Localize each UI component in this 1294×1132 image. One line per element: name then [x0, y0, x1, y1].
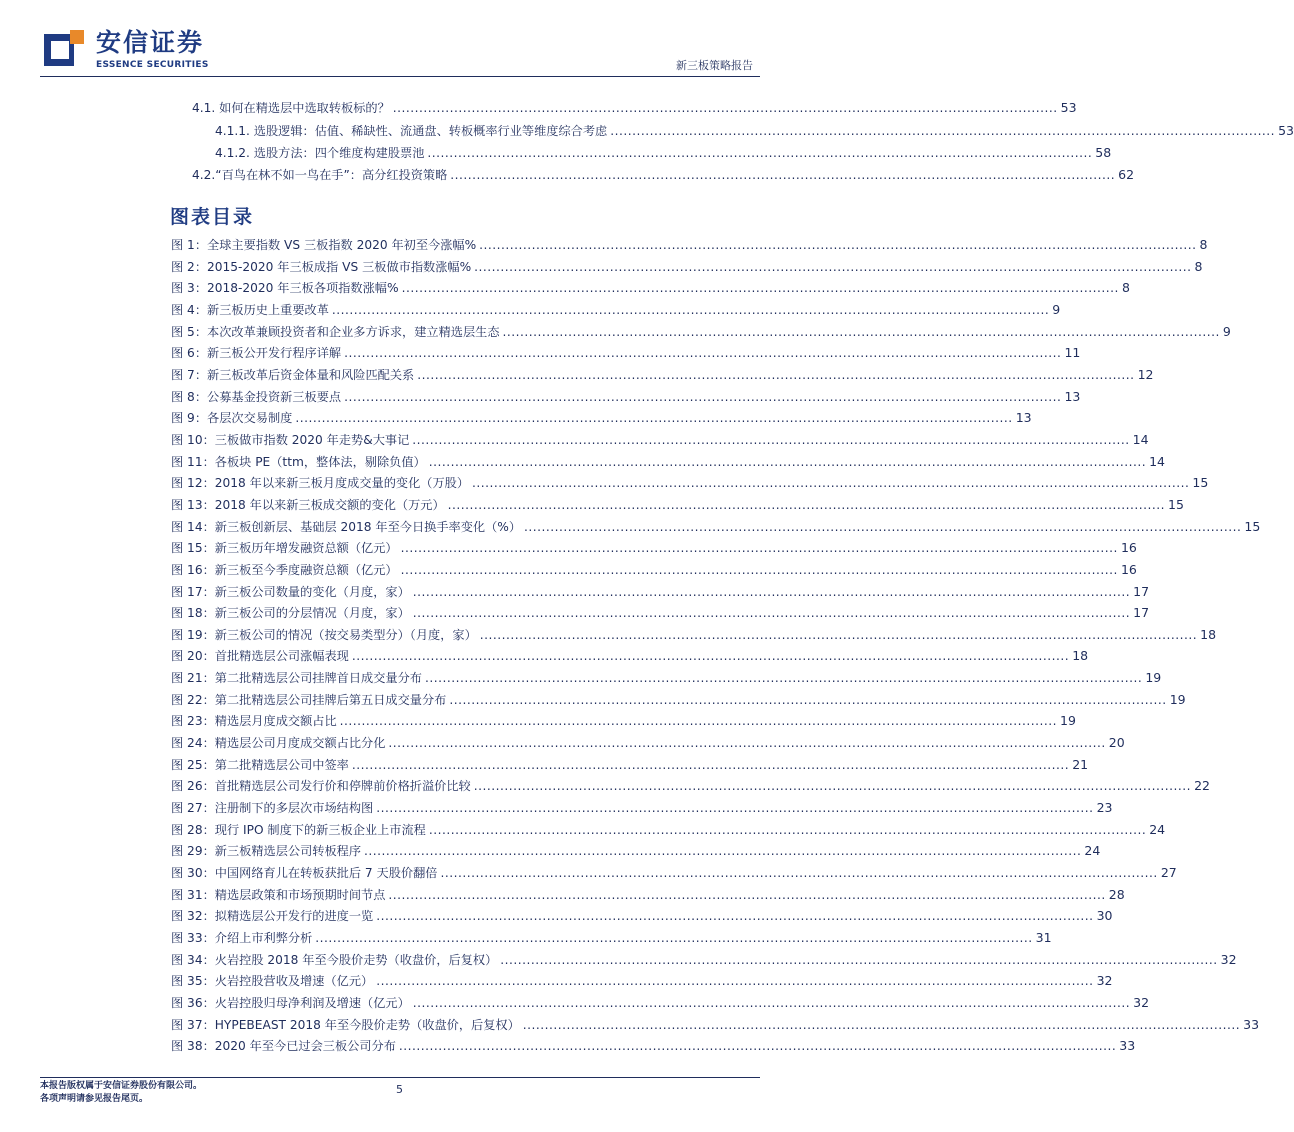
figure-leader-dots: ....................................................................................................................................................................	[412, 995, 1131, 1010]
figure-leader-dots: ....................................................................................................................................................................	[388, 736, 1106, 751]
figure-entry[interactable]	[171, 754, 1089, 776]
figure-entry[interactable]	[171, 256, 1203, 278]
figure-entry[interactable]	[171, 732, 1125, 754]
figure-leader-dots: ....................................................................................................................................................................	[401, 281, 1119, 296]
figure-entry-title: 图 18：新三板公司的分层情况（月度，家）	[171, 606, 410, 621]
figure-entry-page: 16	[1120, 540, 1137, 556]
figure-entry-page: 14	[1132, 431, 1149, 447]
figure-entry-page: 32	[1133, 994, 1150, 1010]
figure-entry-title: 图 22：第二批精选层公司挂牌后第五日成交量分布	[171, 692, 447, 707]
figure-entry-title: 图 35：火岩控股营收及增速（亿元）	[171, 974, 374, 989]
figure-entry-page: 20	[1108, 735, 1125, 751]
figure-entry-title: 图 1：全球主要指数 VS 三板指数 2020 年初至今涨幅%	[171, 238, 477, 252]
figure-entry[interactable]	[171, 559, 1137, 581]
figure-leader-dots: ....................................................................................................................................................................	[344, 346, 1062, 361]
toc-entry[interactable]	[215, 145, 1112, 161]
footer-divider	[40, 1077, 760, 1078]
figure-leader-dots: ....................................................................................................................................................................	[376, 801, 1094, 816]
figure-leader-dots: ....................................................................................................................................................................	[479, 238, 1197, 252]
figure-entry-title: 图 19：新三板公司的情况（按交易类型分）（月度，家）	[171, 627, 477, 642]
figure-entry-page: 32	[1220, 951, 1237, 967]
figure-entry[interactable]	[171, 429, 1149, 451]
figure-entry-title: 图 38：2020 年至今已过会三板公司分布	[171, 1039, 396, 1054]
brand-name-en: ESSENCE SECURITIES	[96, 60, 209, 70]
figure-entry[interactable]	[171, 299, 1061, 321]
figure-entry[interactable]	[171, 624, 1217, 646]
figure-leader-dots: ....................................................................................................................................................................	[440, 866, 1158, 881]
figure-leader-dots: ....................................................................................................................................................................	[364, 844, 1082, 859]
toc-entry-title: 4.1.2. 选股方法：四个维度构建股票池	[215, 146, 425, 160]
figure-leader-dots: ....................................................................................................................................................................	[331, 302, 1050, 317]
figure-entry[interactable]	[171, 364, 1154, 386]
figure-entry-page: 19	[1145, 670, 1162, 686]
figure-leader-dots: ....................................................................................................................................................................	[412, 432, 1130, 447]
figure-entry[interactable]	[171, 927, 1052, 949]
toc-entry-title: 4.1.1. 选股逻辑：估值、稀缺性、流通盘、转板概率行业等维度综合考虑	[215, 124, 608, 138]
figure-entry-page: 30	[1096, 908, 1113, 924]
figure-leader-dots: ....................................................................................................................................................................	[412, 606, 1131, 621]
figure-entry-page: 18	[1072, 648, 1089, 664]
figure-entry[interactable]	[171, 321, 1231, 343]
figure-entry[interactable]	[171, 949, 1237, 971]
figure-entry-title: 图 2：2015-2020 年三板成指 VS 三板做市指数涨幅%	[171, 259, 472, 274]
figure-entry[interactable]	[171, 1035, 1136, 1057]
page-number: 5	[396, 1083, 403, 1096]
figure-leader-dots: ....................................................................................................................................................................	[398, 1039, 1117, 1054]
figure-leader-dots: ....................................................................................................................................................................	[474, 259, 1192, 274]
figure-entry-title: 图 7：新三板改革后资金体量和风险匹配关系	[171, 367, 415, 382]
figure-entry[interactable]	[171, 775, 1210, 797]
figure-entry-title: 图 36：火岩控股归母净利润及增速（亿元）	[171, 995, 410, 1010]
figure-leader-dots: ....................................................................................................................................................................	[400, 562, 1118, 577]
toc-leader-dots: ........................................................................................................................................................	[392, 101, 1058, 115]
figure-leader-dots: ....................................................................................................................................................................	[351, 757, 1070, 772]
figure-entry-page: 15	[1244, 518, 1261, 534]
toc-leader-dots: ........................................................................................................................................................	[610, 124, 1276, 138]
figure-leader-dots: ....................................................................................................................................................................	[339, 714, 1057, 729]
figure-leader-dots: ....................................................................................................................................................................	[400, 541, 1118, 556]
figure-leader-dots: ....................................................................................................................................................................	[524, 519, 1242, 534]
figure-leader-dots: ....................................................................................................................................................................	[447, 497, 1166, 512]
figure-entry[interactable]	[171, 797, 1113, 819]
toc-entry-page: 62	[1118, 167, 1135, 182]
toc-entry-page: 53	[1060, 100, 1077, 115]
figure-leader-dots: ....................................................................................................................................................................	[388, 887, 1106, 902]
figure-entry[interactable]	[171, 819, 1166, 841]
figure-entry[interactable]	[171, 1014, 1260, 1036]
figure-entry-title: 图 12：2018 年以来新三板月度成交量的变化（万股）	[171, 476, 470, 491]
header-divider	[40, 76, 760, 77]
figure-leader-dots: ....................................................................................................................................................................	[412, 584, 1131, 599]
figure-entry-page: 13	[1064, 388, 1081, 404]
figure-entry-page: 17	[1133, 583, 1150, 599]
figure-entry-title: 图 17：新三板公司数量的变化（月度，家）	[171, 584, 410, 599]
figure-entry-title: 图 37：HYPEBEAST 2018 年至今股价走势（收盘价，后复权）	[171, 1017, 520, 1032]
figure-entry-page: 8	[1199, 237, 1208, 252]
figure-leader-dots: ....................................................................................................................................................................	[522, 1017, 1241, 1032]
figure-entry-page: 8	[1194, 258, 1203, 274]
figure-leader-dots: ....................................................................................................................................................................	[376, 909, 1094, 924]
figure-entry-title: 图 21：第二批精选层公司挂牌首日成交量分布	[171, 671, 422, 686]
figure-entry-title: 图 11：各板块 PE（ttm，整体法，剔除负值）	[171, 454, 426, 469]
toc-entry[interactable]	[215, 123, 1294, 139]
figure-entry-page: 28	[1108, 886, 1125, 902]
figure-entry-page: 9	[1052, 301, 1061, 317]
figure-entry[interactable]	[171, 494, 1184, 516]
figure-entry-page: 33	[1119, 1038, 1136, 1054]
figure-entry-page: 22	[1194, 778, 1210, 794]
figure-entry-page: 31	[1035, 930, 1052, 945]
figure-entry-page: 23	[1096, 800, 1113, 816]
toc-entry-title: 4.2.“百鸟在林不如一鸟在手”：高分红投资策略	[192, 168, 448, 182]
figure-entry[interactable]	[171, 645, 1089, 667]
figure-leader-dots: ....................................................................................................................................................................	[424, 671, 1143, 686]
figure-leader-dots: ....................................................................................................................................................................	[472, 476, 1190, 491]
figure-entry[interactable]	[171, 516, 1261, 538]
figures-list-heading: 图表目录	[170, 206, 255, 228]
figure-entry[interactable]	[171, 689, 1186, 711]
toc-entry[interactable]	[192, 100, 1077, 116]
figure-leader-dots: ....................................................................................................................................................................	[449, 692, 1167, 707]
figure-leader-dots: ....................................................................................................................................................................	[428, 822, 1147, 837]
figure-entry-title: 图 31：精选层政策和市场预期时间节点	[171, 887, 386, 902]
figure-entry-title: 图 13：2018 年以来新三板成交额的变化（万元）	[171, 497, 445, 512]
figure-leader-dots: ....................................................................................................................................................................	[500, 952, 1218, 967]
figure-entry-title: 图 16：新三板至今季度融资总额（亿元）	[171, 562, 398, 577]
figure-entry-page: 18	[1200, 626, 1217, 642]
figure-entry[interactable]	[171, 710, 1076, 732]
figure-entry-title: 图 10：三板做市指数 2020 年走势&大事记	[171, 432, 410, 447]
figure-leader-dots: ....................................................................................................................................................................	[376, 974, 1094, 989]
figure-entry-title: 图 32：拟精选层公开发行的进度一览	[171, 909, 374, 924]
figure-entry-page: 33	[1243, 1016, 1260, 1032]
figure-entry-title: 图 3：2018-2020 年三板各项指数涨幅%	[171, 281, 399, 296]
figure-entry[interactable]	[171, 862, 1177, 884]
figure-entry-page: 15	[1192, 475, 1209, 491]
figure-entry-title: 图 29：新三板精选层公司转板程序	[171, 844, 362, 859]
figure-entry-title: 图 8：公募基金投资新三板要点	[171, 389, 342, 404]
page-header	[0, 0, 800, 80]
figure-entry[interactable]	[171, 905, 1113, 927]
figure-entry-page: 13	[1015, 410, 1032, 426]
toc-entry-title: 4.1. 如何在精选层中选取转板标的？	[192, 101, 390, 115]
figure-entry[interactable]	[171, 602, 1150, 624]
figure-entry-page: 15	[1168, 496, 1184, 512]
figure-leader-dots: ....................................................................................................................................................................	[502, 324, 1220, 339]
figure-entry-page: 24	[1149, 821, 1166, 837]
figure-entry-page: 9	[1222, 323, 1231, 339]
figure-leader-dots: ....................................................................................................................................................................	[479, 627, 1198, 642]
figure-leader-dots: ....................................................................................................................................................................	[428, 454, 1147, 469]
figure-entry[interactable]	[171, 386, 1081, 408]
figure-entry[interactable]	[171, 407, 1032, 429]
figure-entry-page: 12	[1137, 366, 1154, 382]
figure-leader-dots: ....................................................................................................................................................................	[473, 779, 1192, 794]
figure-entry-title: 图 30：中国网络育儿在转板获批后 7 天股价翻倍	[171, 866, 438, 881]
figure-leader-dots: ....................................................................................................................................................................	[344, 389, 1062, 404]
figure-entry-title: 图 23：精选层月度成交额占比	[171, 714, 337, 729]
figure-entry-title: 图 15：新三板历年增发融资总额（亿元）	[171, 541, 398, 556]
report-type-label: 新三板策略报告	[676, 59, 753, 72]
copyright-notice: 本报告版权属于安信证券股份有限公司。	[40, 1081, 203, 1091]
figure-entry[interactable]	[171, 451, 1166, 473]
figure-entry-title: 图 34：火岩控股 2018 年至今股价走势（收盘价，后复权）	[171, 952, 498, 967]
figure-entry-page: 8	[1121, 280, 1130, 296]
figure-entry-page: 32	[1096, 973, 1113, 989]
figure-entry[interactable]	[171, 472, 1209, 494]
figure-entry-title: 图 14：新三板创新层、基础层 2018 年至今日换手率变化（%）	[171, 519, 522, 534]
figure-entry[interactable]	[171, 342, 1081, 364]
essence-logo-icon	[44, 30, 84, 70]
figure-entry-title: 图 27：注册制下的多层次市场结构图	[171, 801, 374, 816]
figure-entry-title: 图 26：首批精选层公司发行价和停牌前价格折溢价比较	[171, 779, 471, 794]
figure-entry[interactable]	[171, 970, 1113, 992]
figure-entry[interactable]	[171, 884, 1125, 906]
figure-entry-title: 图 4：新三板历史上重要改革	[171, 302, 329, 317]
toc-leader-dots: ........................................................................................................................................................	[427, 146, 1093, 160]
figure-entry-page: 24	[1084, 843, 1101, 859]
figure-entry[interactable]	[171, 581, 1150, 603]
figure-leader-dots: ....................................................................................................................................................................	[315, 931, 1033, 945]
toc-entry-page: 58	[1095, 145, 1112, 160]
figure-entry-title: 图 28：现行 IPO 制度下的新三板企业上市流程	[171, 822, 426, 837]
figure-entry-page: 16	[1120, 561, 1137, 577]
figure-entry-page: 27	[1160, 865, 1177, 881]
figures-list	[171, 234, 1261, 1057]
toc-entry[interactable]	[192, 167, 1135, 183]
figure-entry-title: 图 33：介绍上市利弊分析	[171, 931, 313, 945]
figure-entry[interactable]	[171, 667, 1162, 689]
figure-leader-dots: ....................................................................................................................................................................	[417, 367, 1135, 382]
figure-entry-page: 11	[1064, 345, 1081, 361]
figure-entry[interactable]	[171, 840, 1101, 862]
toc-leader-dots: ........................................................................................................................................................	[450, 168, 1116, 182]
figure-entry-page: 17	[1133, 605, 1150, 621]
figure-entry-title: 图 24：精选层公司月度成交额占比分化	[171, 736, 386, 751]
figure-entry-title: 图 6：新三板公开发行程序详解	[171, 346, 342, 361]
figure-entry-title: 图 25：第二批精选层公司中签率	[171, 757, 349, 772]
figure-entry-page: 19	[1169, 691, 1186, 707]
brand-name-cn: 安信证券	[96, 28, 205, 57]
figure-entry[interactable]	[171, 277, 1130, 299]
disclaimer-notice: 各项声明请参见报告尾页。	[40, 1094, 149, 1104]
figure-entry-title: 图 5：本次改革兼顾投资者和企业多方诉求，建立精选层生态	[171, 324, 500, 339]
figure-entry-title: 图 9：各层次交易制度	[171, 411, 293, 426]
figure-entry-title: 图 20：首批精选层公司涨幅表现	[171, 649, 349, 664]
figure-leader-dots: ....................................................................................................................................................................	[351, 649, 1070, 664]
toc-entry-page: 53	[1278, 123, 1294, 138]
figure-entry-page: 14	[1149, 453, 1166, 469]
figure-entry-page: 19	[1060, 713, 1076, 729]
figure-entry[interactable]	[171, 234, 1208, 256]
figure-entry[interactable]	[171, 537, 1137, 559]
figure-leader-dots: ....................................................................................................................................................................	[295, 411, 1013, 426]
figure-entry[interactable]	[171, 992, 1150, 1014]
figure-entry-page: 21	[1072, 756, 1089, 772]
